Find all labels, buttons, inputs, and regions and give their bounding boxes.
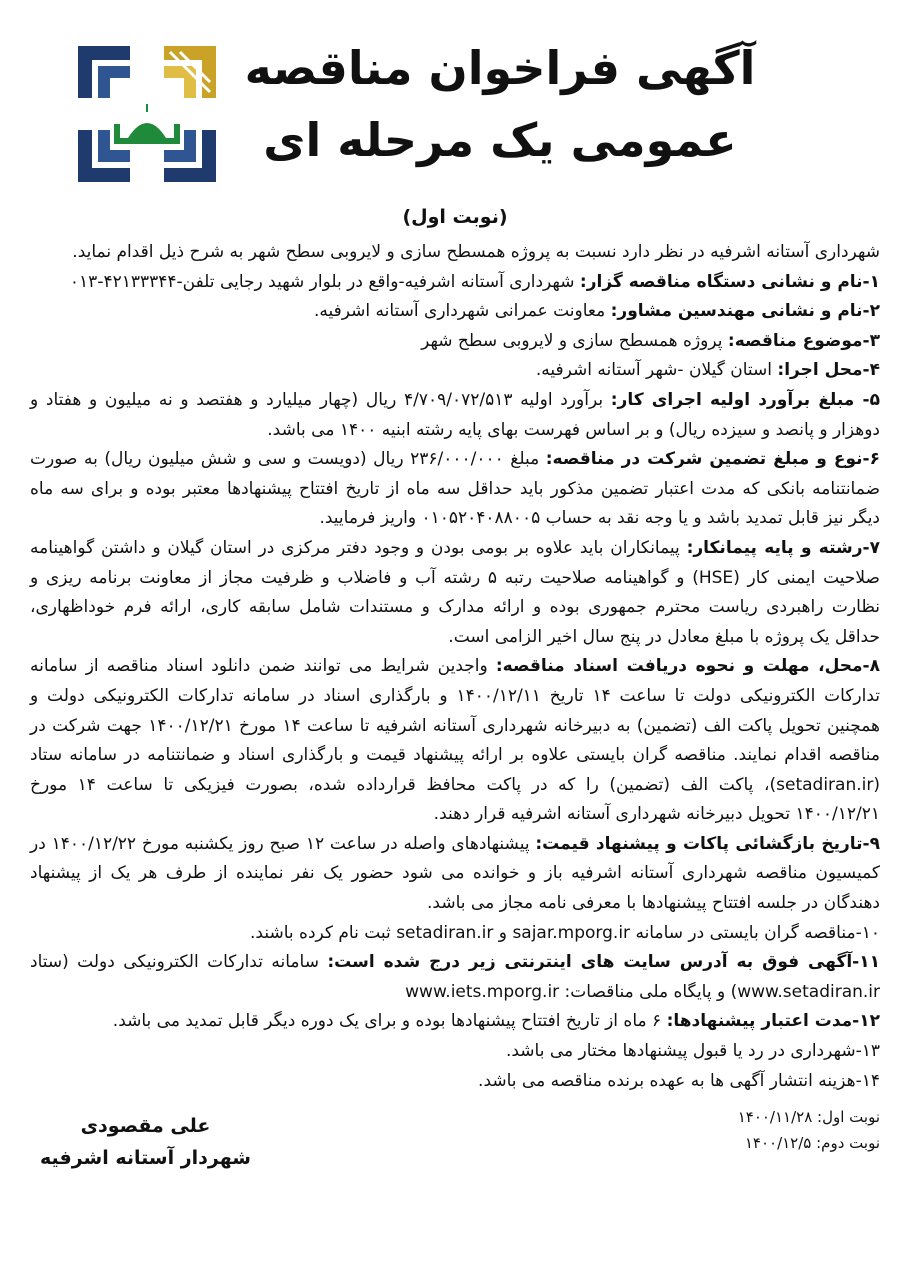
notice-item [30,1007,880,1037]
notice-item [30,297,880,327]
notice-item-label: ۱-نام و نشانی دستگاه مناقصه گزار: [579,271,880,292]
notice-item-label: ۱۲-مدت اعتبار پیشنهادها: [666,1011,880,1032]
notice-item-text: معاونت عمرانی شهرداری آستانه اشرفیه. [313,301,611,322]
notice-item-text: شهرداری آستانه اشرفیه-واقع در بلوار شهید رجایی تلفن-۴۲۱۳۳۳۴۴-۰۱۳ [69,271,580,292]
notice-item-label: ۶-نوع و مبلغ تضمین شرکت در مناقصه: [545,449,880,470]
notice-item-text: برآورد اولیه ۴/۷۰۹/۰۷۲/۵۱۳ ریال (چهار میلیارد و هفتصد و نه میلیون و هفتاد و دوهزار و پانصد و سیزده ریال) و بر اساس فهرست بهای پایه رشته ابنیه ۱۴۰۰ می باشد. [30,389,880,440]
notice-item-text: مبلغ ۲۳۶/۰۰۰/۰۰۰ ریال (دویست و سی و شش میلیون ریال) به صورت ضمانتنامه بانکی که مدت اعتبار تضمین مذکور باید حداقل سه ماه از تاریخ افتتاح پیشنهادها معتبر بوده و برای سه ماه دیگر نیز قابل تمدید باشد و یا وجه نقد به حساب ۰۱۰۵۲۰۴۰۸۸۰۰۵ واریز فرمایید. [30,449,880,529]
notice-body [30,238,880,1096]
notice-item [30,1037,880,1067]
notice-title [240,32,760,176]
notice-item [30,948,880,1007]
notice-item [30,386,880,445]
notice-header [30,24,880,200]
notice-item-text: سامانه تدارکات الکترونیکی دولت (ستاد www.setadiran.ir) و پایگاه ملی مناقصات: www.iets.mporg.ir [30,952,880,1002]
notice-item-text: استان گیلان -شهر آستانه اشرفیه. [535,360,778,381]
notice-item [30,534,880,652]
notice-item [30,356,880,386]
title-line-2: عمومی یک مرحله ای [263,113,737,167]
notice-item-text: ۱۴-هزینه انتشار آگهی ها به عهده برنده مناقصه می باشد. [478,1070,880,1091]
notice-intro: شهرداری آستانه اشرفیه در نظر دارد نسبت به پروژه همسطح سازی و لایروبی سطح شهر به شرح ذیل اقدام نماید. [72,242,880,262]
publication-dates [738,1104,880,1156]
signer-position: شهردار آستانه اشرفیه [40,1147,251,1170]
notice-item-text: ۶ ماه از تاریخ افتتاح پیشنهادها بوده و برای یک دوره دیگر قابل تمدید می باشد. [112,1011,667,1032]
first-publication-date: نوبت اول: ۱۴۰۰/۱۱/۲۸ [737,1108,880,1127]
notice-item-label: ۷-رشته و پایه پیمانکار: [686,537,881,558]
notice-item-label: ۴-محل اجرا: [777,360,880,381]
notice-item-text: ۱۳-شهرداری در رد یا قبول پیشنهادها مختار می باشد. [505,1041,880,1062]
notice-item-label: ۲-نام و نشانی مهندسین مشاور: [610,301,880,322]
notice-item-label: ۵- مبلغ برآورد اولیه اجرای کار: [610,389,880,410]
title-line-1: آگهی فراخوان مناقصه [244,41,756,95]
notice-item [30,830,880,919]
notice-item [30,327,880,357]
notice-item-text: پروژه همسطح سازی و لایروبی سطح شهر [421,330,728,351]
notice-item-text: ۱۰-مناقصه گران بایستی در سامانه sajar.mporg.ir و setadiran.ir ثبت نام کرده باشند. [250,922,880,943]
municipality-logo-icon [70,38,224,190]
notice-item-text: واجدین شرایط می توانند ضمن دانلود اسناد مناقصه از سامانه تدارکات الکترونیکی دولت تا ساعت ۱۴ تاریخ ۱۴۰۰/۱۲/۱۱ و بارگذاری اسناد در سامانه تدارکات الکترونیکی دولت و همچنین تحویل پاکت الف (تضمین) به دبیرخانه شهرداری آستانه اشرفیه تا ساعت ۱۴ مورخ ۱۴۰۰/۱۲/۲۱ جهت شرکت در مناقصه اقدام نمایند. مناقصه گران بایستی علاوه بر ارائه پیشنهاد قیمت و بارگذاری اسناد و ضمانتنامه در سامانه ستاد (setadiran.ir)، پاکت الف (تضمین) را که در پاکت محافظ قرارداده شده، بصورت فیزیکی تا ساعت ۱۴ مورخ ۱۴۰۰/۱۲/۲۱ تحویل دبیرخانه شهرداری آستانه اشرفیه قرار دهند. [30,656,881,825]
notice-item-label: ۸-محل، مهلت و نحوه دریافت اسناد مناقصه: [495,656,881,677]
notice-item-label: ۱۱-آگهی فوق به آدرس سایت های اینترنتی زیر درج شده است: [327,952,880,973]
notice-item [30,919,880,949]
signature-block [40,1110,251,1174]
signer-name: علی مقصودی [80,1115,211,1138]
notice-item-label: ۳-موضوع مناقصه: [727,330,880,351]
notice-item-text: پیشنهادهای واصله در ساعت ۱۲ صبح روز یکشنبه مورخ ۱۴۰۰/۱۲/۲۲ در کمیسیون مناقصه شهرداری آستانه اشرفیه باز و خوانده می شود حضور یک نفر نماینده از طرف هر یک از پیشنهاد دهندگان در جلسه افتتاح پیشنهادها با معرفی نامه مجاز می باشد. [30,833,880,914]
second-publication-date: نوبت دوم: ۱۴۰۰/۱۲/۵ [744,1134,880,1153]
notice-item [30,652,880,830]
notice-round: (نوبت اول) [402,206,508,228]
notice-items [30,268,880,1097]
notice-item [30,1067,880,1097]
notice-item [30,268,880,298]
notice-item-text: پیمانکاران باید علاوه بر بومی بودن و وجود دفتر مرکزی در استان گیلان و داشتن گواهینامه صلاحیت ایمنی کار (HSE) و گواهینامه صلاحیت رتبه ۵ رشته آب و فاضلاب و ظرفیت مجاز از معاونت برنامه ریزی و نظارت راهبردی ریاست محترم جمهوری بوده و ارائه مدارک و مستندات شامل سابقه کاری، ارائه فرم خوداظهاری، حداقل یک پروژه با مبلغ معادل در پنج سال اخیر الزامی است. [30,537,880,647]
notice-footer [30,1104,880,1194]
notice-item [30,445,880,534]
notice-item-label: ۹-تاریخ بازگشائی پاکات و پیشنهاد قیمت: [535,833,880,854]
